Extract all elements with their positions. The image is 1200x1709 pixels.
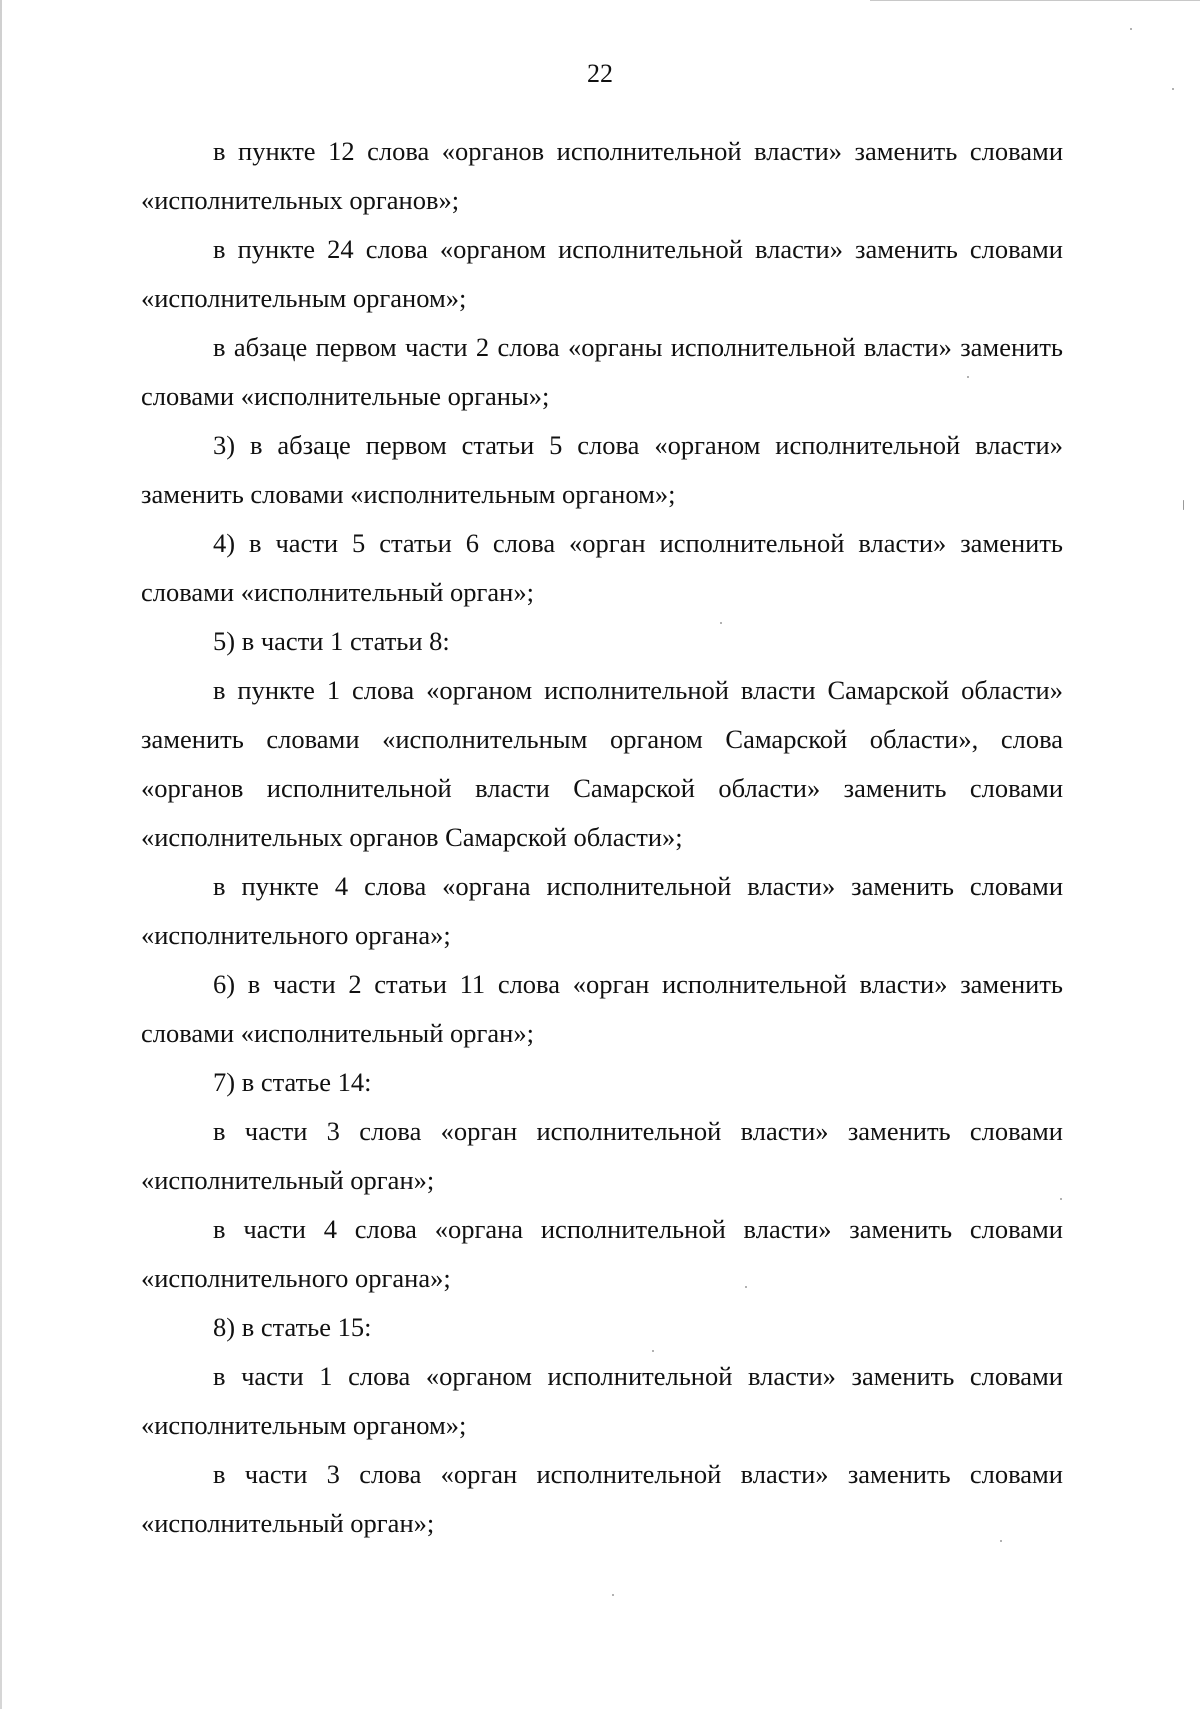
scan-speck [967, 376, 969, 378]
scan-speck [1172, 88, 1174, 90]
scan-edge-top [870, 0, 1200, 1]
scan-speck [1060, 1198, 1062, 1200]
scan-edge-left [0, 0, 2, 1709]
scan-speck [1000, 1540, 1002, 1542]
paragraph: 3) в абзаце первом статьи 5 слова «органом исполнительной власти» заменить словами «исполнительным органом»; [141, 430, 1063, 509]
paragraph: в пункте 24 слова «органом исполнительной власти» заменить словами «исполнительным органом»; [141, 234, 1063, 313]
paragraph: в части 3 слова «орган исполнительной власти» заменить словами «исполнительный орган»; [141, 1459, 1063, 1538]
document-body [141, 127, 1063, 1548]
scan-speck [720, 622, 722, 624]
scan-speck [745, 1286, 747, 1288]
paragraph: 6) в части 2 статьи 11 слова «орган исполнительной власти» заменить словами «исполнительный орган»; [141, 969, 1063, 1048]
paragraph: в абзаце первом части 2 слова «органы исполнительной власти» заменить словами «исполнительные органы»; [141, 332, 1063, 411]
scan-speck [652, 1350, 654, 1352]
scan-speck [612, 1594, 614, 1596]
paragraph: 4) в части 5 статьи 6 слова «орган исполнительной власти» заменить словами «исполнительный орган»; [141, 528, 1063, 607]
paragraph: в части 3 слова «орган исполнительной власти» заменить словами «исполнительный орган»; [141, 1116, 1063, 1195]
paragraph: в пункте 4 слова «органа исполнительной власти» заменить словами «исполнительного органа»; [141, 871, 1063, 950]
paragraph: в пункте 12 слова «органов исполнительной власти» заменить словами «исполнительных органов»; [141, 136, 1063, 215]
paragraph: 7) в статье 14: [213, 1067, 372, 1097]
paragraph: в части 1 слова «органом исполнительной власти» заменить словами «исполнительным органом»; [141, 1361, 1063, 1440]
scan-speck [1183, 500, 1184, 510]
paragraph: в пункте 1 слова «органом исполнительной власти Самарской области» заменить словами «исполнительным органом Самарской области», слова «органов исполнительной власти Самарской области» заменить словами «исполнительных органов Самарской области»; [141, 675, 1063, 852]
paragraph: 8) в статье 15: [213, 1312, 372, 1342]
page-number: 22 [587, 59, 613, 88]
paragraph: в части 4 слова «органа исполнительной власти» заменить словами «исполнительного органа»; [141, 1214, 1063, 1293]
scan-speck [1130, 28, 1132, 30]
paragraph: 5) в части 1 статьи 8: [213, 626, 450, 656]
